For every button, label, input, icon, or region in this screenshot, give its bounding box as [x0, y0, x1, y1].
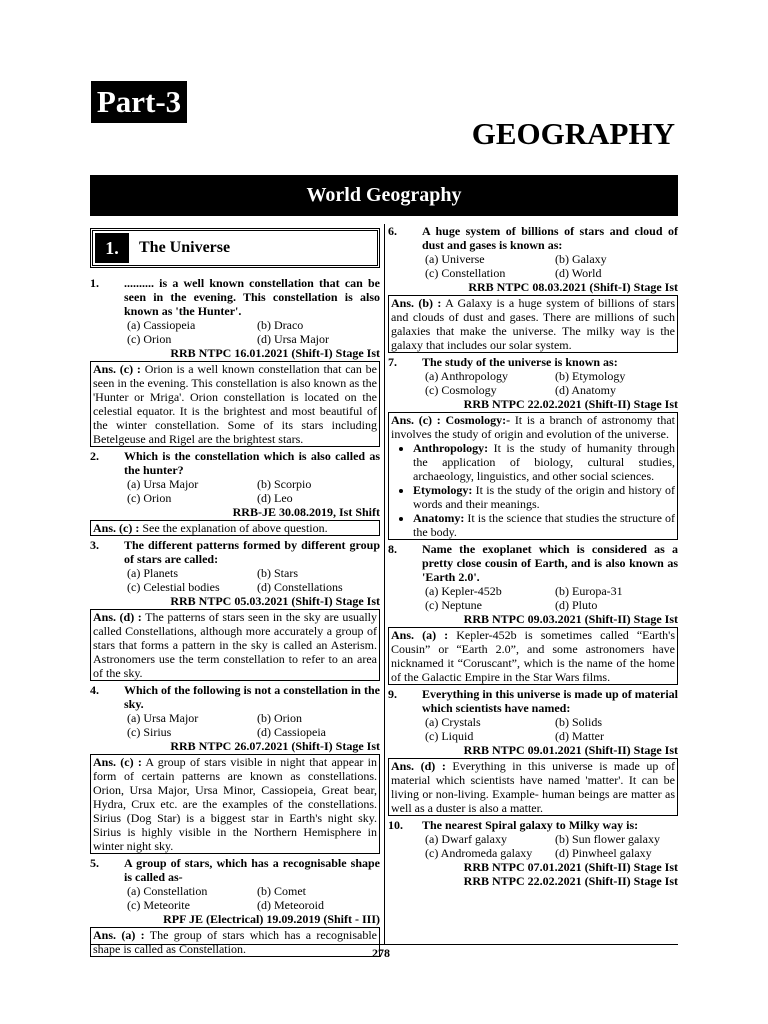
question-text: A huge system of billions of stars and cloud of dust and gases is known as:: [422, 224, 678, 252]
answer-label: Ans. (d) :: [93, 610, 142, 624]
option: (b) Sun flower galaxy: [555, 832, 660, 846]
bullet-text: It is the study of humanity through the application of biology, cultural studies, archaeology, linguistics, and other social sciences.: [413, 441, 675, 483]
right-questions: [388, 224, 678, 888]
question-block: [90, 276, 380, 447]
question-number: 9.: [388, 687, 397, 701]
question-number: 5.: [90, 856, 99, 870]
question-text: The different patterns formed by different group of stars are called:: [124, 538, 380, 566]
exam-source: RRB NTPC 09.01.2021 (Shift-II) Stage Ist: [463, 743, 678, 757]
question-number: 3.: [90, 538, 99, 552]
bullet-term: Anatomy:: [413, 511, 465, 525]
question-block: [388, 687, 678, 816]
question-block: [388, 355, 678, 540]
option: (b) Draco: [257, 318, 304, 332]
option: (c) Orion: [127, 332, 172, 346]
question-block: [388, 224, 678, 353]
options: [90, 711, 380, 739]
part-label: Part-3: [91, 81, 187, 123]
answer-text: The patterns of stars seen in the sky are usually called Constellations, although more accurately a group of stars that forms a pattern in the sky is called an Asterism. Astronomers use the term constellation to refer to an area of the sky.: [93, 610, 378, 680]
options: [388, 584, 678, 612]
answer-text: A Galaxy is a huge system of billions of stars and clouds of dust and gases. There are millions of such galaxies that make the universe. The milky way is the galaxy that includes our solar system.: [391, 296, 676, 352]
question-number: 1.: [90, 276, 99, 290]
options: [90, 318, 380, 346]
option: (c) Meteorite: [127, 898, 190, 912]
option: (a) Constellation: [127, 884, 208, 898]
exam-source: RRB-JE 30.08.2019, Ist Shift: [232, 505, 380, 519]
question-number: 10.: [388, 818, 403, 832]
bullet-item: [413, 483, 675, 511]
option: (c) Orion: [127, 491, 172, 505]
question-number: 6.: [388, 224, 397, 238]
question: [388, 224, 678, 252]
options: [388, 369, 678, 397]
answer-text: Orion is a well known constellation that can be seen in the evening. This constellation is also known as the 'Hunter or Mriga'. Orion constellation is located on the celestial equator. It is the brightest and most beautiful of the winter constellation. Some of its stars including Betelgeuse and Rigel are the brightest stars.: [93, 362, 377, 446]
options: [388, 832, 678, 860]
answer-box: [90, 927, 380, 957]
left-questions: [90, 276, 380, 957]
option: (c) Cosmology: [425, 383, 497, 397]
right-column: [388, 224, 678, 888]
bullet-item: [413, 441, 675, 483]
question-text: A group of stars, which has a recognisable shape is called as-: [124, 856, 380, 884]
exam-source: RRB NTPC 26.07.2021 (Shift-I) Stage Ist: [170, 739, 380, 753]
question-block: [90, 538, 380, 681]
option: (a) Universe: [425, 252, 485, 266]
option: (d) Anatomy: [555, 383, 616, 397]
exam-source: RRB NTPC 07.01.2021 (Shift-II) Stage Ist: [463, 860, 678, 874]
question: [90, 276, 380, 318]
answer-text: Everything in this universe is made up of material which scientists have named 'matter'. It can be living or non-living. Example- human beings are matter as well as a duster is also a matter.: [391, 759, 675, 815]
answer-label: Ans. (b) :: [391, 296, 442, 310]
options: [388, 252, 678, 280]
answer-box: [90, 609, 380, 681]
options: [90, 884, 380, 912]
option: (d) World: [555, 266, 602, 280]
option: (b) Stars: [257, 566, 298, 580]
exam-source: RPF JE (Electrical) 19.09.2019 (Shift - III): [163, 912, 380, 926]
option: (b) Solids: [555, 715, 603, 729]
option: (a) Planets: [127, 566, 178, 580]
bullet-text: It is the study of the origin and history of words and their meanings.: [413, 483, 675, 511]
answer-label: Ans. (a) :: [391, 628, 449, 642]
answer-label: Ans. (a) :: [93, 928, 145, 942]
exam-source: RRB NTPC 05.03.2021 (Shift-I) Stage Ist: [170, 594, 380, 608]
question: [388, 818, 678, 832]
section-heading: [90, 228, 380, 268]
option: (d) Matter: [555, 729, 604, 743]
question-text: Which is the constellation which is also called as the hunter?: [124, 449, 380, 477]
question-text: .......... is a well known constellation that can be seen in the evening. This constellation is also known as 'the Hunter'.: [124, 276, 380, 318]
question-number: 2.: [90, 449, 99, 463]
answer-box: [388, 758, 678, 816]
answer-label: Ans. (d) :: [391, 759, 446, 773]
option: (c) Andromeda galaxy: [425, 846, 533, 860]
options: [388, 715, 678, 743]
exam-source: RRB NTPC 09.03.2021 (Shift-II) Stage Ist: [463, 612, 678, 626]
exam-source: RRB NTPC 22.02.2021 (Shift-II) Stage Ist: [463, 874, 678, 888]
question-number: 7.: [388, 355, 397, 369]
question-number: 8.: [388, 542, 397, 556]
footer-rule: [90, 944, 678, 945]
left-column: [90, 224, 380, 959]
question-block: [90, 683, 380, 854]
option: (d) Cassiopeia: [257, 725, 326, 739]
option: (b) Europa-31: [555, 584, 623, 598]
option: (b) Etymology: [555, 369, 626, 383]
answer-box: [388, 295, 678, 353]
question-text: Everything in this universe is made up of material which scientists have named:: [422, 687, 679, 715]
bullet-term: Anthropology:: [413, 441, 489, 455]
question-number: 4.: [90, 683, 99, 697]
option: (c) Sirius: [127, 725, 172, 739]
exam-source: RRB NTPC 16.01.2021 (Shift-I) Stage Ist: [170, 346, 380, 360]
question: [388, 355, 678, 369]
answer-box: [388, 627, 678, 685]
option: (d) Leo: [257, 491, 293, 505]
options: [90, 477, 380, 505]
exam-source: RRB NTPC 22.02.2021 (Shift-II) Stage Ist: [463, 397, 678, 411]
option: (d) Meteoroid: [257, 898, 324, 912]
page-number: 278: [372, 946, 390, 960]
option: (b) Comet: [257, 884, 306, 898]
answer-label: Ans. (c) :: [93, 362, 141, 376]
chapter-banner: World Geography: [90, 175, 678, 216]
option: (a) Ursa Major: [127, 711, 199, 725]
question: [90, 449, 380, 477]
answer-box: [388, 412, 678, 540]
option: (c) Neptune: [425, 598, 482, 612]
option: (c) Celestial bodies: [127, 580, 220, 594]
subject-title: GEOGRAPHY: [471, 116, 675, 151]
question-text: Name the exoplanet which is considered as a pretty close cousin of Earth, and is also known as 'Earth 2.0'.: [422, 542, 678, 584]
exam-source: RRB NTPC 08.03.2021 (Shift-I) Stage Ist: [468, 280, 678, 294]
question-block: [388, 818, 678, 888]
section-title: The Universe: [139, 239, 231, 256]
question-block: [90, 856, 380, 957]
answer-label: Ans. (c) :: [93, 755, 142, 769]
bullet-text: It is the science that studies the structure of the body.: [413, 511, 675, 539]
option: (a) Cassiopeia: [127, 318, 196, 332]
bullet-term: Etymology:: [413, 483, 473, 497]
option: (d) Pluto: [555, 598, 598, 612]
answer-text: See the explanation of above question.: [139, 521, 328, 535]
option: (a) Crystals: [425, 715, 481, 729]
question-text: The nearest Spiral galaxy to Milky way is:: [422, 818, 639, 832]
question-block: [388, 542, 678, 685]
option: (c) Liquid: [425, 729, 474, 743]
answer-box: [90, 361, 380, 447]
option: (d) Constellations: [257, 580, 343, 594]
answer-bullets: [391, 441, 675, 539]
question-text: The study of the universe is known as:: [422, 355, 618, 369]
option: (b) Orion: [257, 711, 302, 725]
answer-text: Kepler-452b is sometimes called “Earth's Cousin” or “Earth 2.0”, and some astronomers have nicknamed it “Coruscant”, which is the name of the home of the Galactic Empire in the Star Wars films.: [391, 628, 676, 684]
option: (a) Kepler-452b: [425, 584, 502, 598]
question: [90, 856, 380, 884]
options: [90, 566, 380, 594]
answer-text: The group of stars which has a recognisable shape is called as Constellation.: [93, 928, 377, 956]
option: (a) Dwarf galaxy: [425, 832, 507, 846]
bullet-item: [413, 511, 675, 539]
answer-box: [90, 754, 380, 854]
answer-label: Ans. (c) :: [93, 521, 140, 535]
question: [90, 683, 380, 711]
section-number: 1.: [95, 233, 129, 263]
answer-box: [90, 520, 380, 536]
option: (d) Pinwheel galaxy: [555, 846, 652, 860]
question: [388, 542, 678, 584]
option: (a) Ursa Major: [127, 477, 199, 491]
option: (a) Anthropology: [425, 369, 508, 383]
question-text: Which of the following is not a constellation in the sky.: [124, 683, 380, 711]
question-block: [90, 449, 380, 536]
answer-label: Ans. (c) : Cosmology:-: [391, 413, 511, 427]
option: (b) Scorpio: [257, 477, 312, 491]
option: (d) Ursa Major: [257, 332, 329, 346]
option: (c) Constellation: [425, 266, 506, 280]
question: [388, 687, 678, 715]
option: (b) Galaxy: [555, 252, 607, 266]
answer-text: A group of stars visible in night that appear in form of certain patterns are known as constellations. Orion, Ursa Major, Ursa Minor, Cassiopeia, Great bear, Hydra, Crux etc. are the examples of the constellations. Sirius (Dog Star) is a biggest star in Earth's night sky. Sirius is highly visible in the Northern Hemisphere in winter night sky.: [93, 755, 378, 853]
answer-text: It is a branch of astronomy that involves the study of origin and evolution of the universe.: [391, 413, 676, 441]
question: [90, 538, 380, 566]
